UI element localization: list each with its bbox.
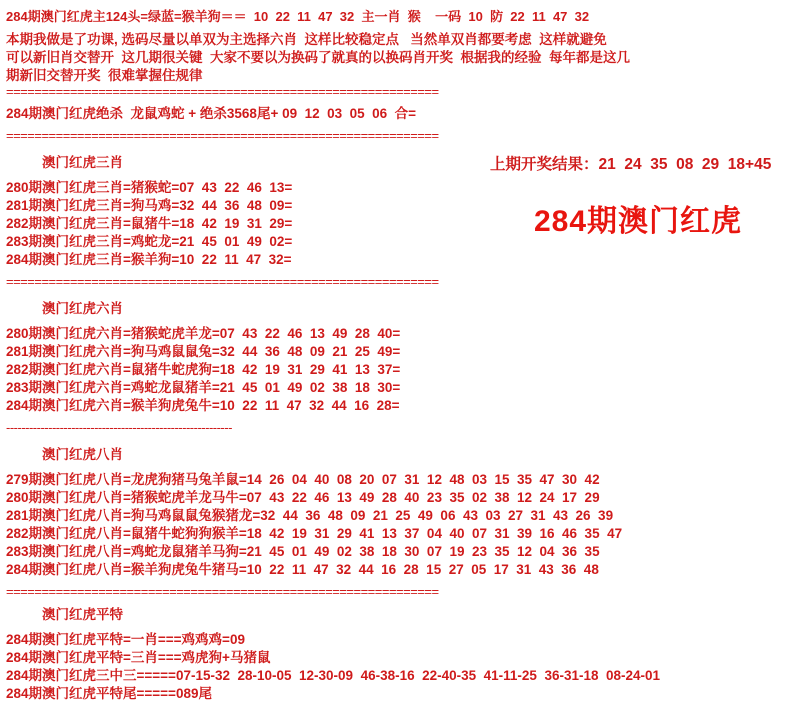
section-8xiao [6,445,806,465]
last-draw-result [478,152,798,174]
spacer [6,435,806,445]
list-item: 281期澳门红虎六肖=狗马鸡鼠鼠兔=32 44 36 48 09 21 25 49= [6,344,401,359]
last-draw-numbers: 21 24 35 08 29 18+45 [598,156,772,173]
issue-big-title: 284期澳门红虎 [533,205,743,238]
section-6xiao [6,299,806,319]
list-item: 284期澳门红虎平特=三肖===鸡虎狗+马猪鼠 [6,650,271,665]
intro-line-1: 本期我做是了功课, 选码尽量以单双为主选择六肖 这样比较稳定点 当然单双肖都要考虑 这样就避免 [6,32,607,47]
separator-after-kill: ============================================================= [6,129,439,143]
intro-line-2: 可以新旧肖交替开 这几期很关键 大家不要以为换码了就真的以换码肖开奖 根据我的经验 每年都是这几 [6,50,631,65]
list-item: 279期澳门红虎八肖=龙虎狗猪马兔羊鼠=14 26 04 40 08 20 07 31 12 48 03 15 35 47 30 42 [6,472,600,487]
list-item: 283期澳门红虎六肖=鸡蛇龙鼠猪羊=21 45 01 49 02 38 18 30= [6,380,401,395]
separator-section-3: ============================================================= [6,585,439,599]
list-item: 282期澳门红虎三肖=鼠猪牛=18 42 19 31 29= [6,216,293,231]
spacer [6,289,806,299]
list-item: 284期澳门红虎三肖=猴羊狗=10 22 11 47 32= [6,252,292,267]
header-area [0,0,812,85]
separator-top: ============================================================= [6,85,439,99]
list-item: 284期澳门红虎平特=一肖===鸡鸡鸡=09 [6,632,245,647]
section-title: 澳门红虎八肖 [42,447,123,462]
list-item: 282期澳门红虎八肖=鼠猪牛蛇狗狗猴羊=18 42 19 31 29 41 13 37 04 40 07 31 39 16 46 35 47 [6,526,623,541]
list-item: 280期澳门红虎六肖=猪猴蛇虎羊龙=07 43 22 46 13 49 28 40= [6,326,401,341]
list-item: 281期澳门红虎三肖=狗马鸡=32 44 36 48 09= [6,198,293,213]
separator-section-2: ----------------------------------------------------------- [6,421,232,435]
list-item: 283期澳门红虎三肖=鸡蛇龙=21 45 01 49 02= [6,234,293,249]
list-item: 281期澳门红虎八肖=狗马鸡鼠鼠兔猴猪龙=32 44 36 48 09 21 25 49 06 43 03 27 31 43 26 39 [6,508,614,523]
list-item: 283期澳门红虎八肖=鸡蛇龙鼠猪羊马狗=21 45 01 49 02 38 18 30 07 19 23 35 12 04 36 35 [6,544,600,559]
kill-line: 284期澳门红虎绝杀 龙鼠鸡蛇 + 绝杀3568尾+ 09 12 03 05 06 合= [6,106,417,121]
separator-section-1: ============================================================= [6,275,439,289]
list-item: 284期澳门红虎八肖=猴羊狗虎兔牛猪马=10 22 11 47 32 44 16 28 15 27 05 17 31 43 36 48 [6,562,599,577]
list-item: 282期澳门红虎六肖=鼠猪牛蛇虎狗=18 42 19 31 29 41 13 37= [6,362,401,377]
section-pingte [6,605,806,625]
right-highlight-panel [478,152,798,240]
list-item: 280期澳门红虎八肖=猪猴蛇虎羊龙马牛=07 43 22 46 13 49 28 40 23 35 02 38 12 24 17 29 [6,490,600,505]
section-title: 澳门红虎三肖 [42,155,123,170]
header-title: 284期澳门红虎主124头=绿蓝=猴羊狗＝＝ 10 22 11 47 32 主一肖 猴 一码 10 防 22 11 47 32 [6,9,590,24]
list-item: 280期澳门红虎三肖=猪猴蛇=07 43 22 46 13= [6,180,293,195]
list-item: 284期澳门红虎平特尾=====089尾 [6,686,212,701]
list-item: 284期澳门红虎三中三=====07-15-32 28-10-05 12-30-09 46-38-16 22-40-35 41-11-25 36-31-18 08-24-01 [6,668,661,683]
list-item: 284期澳门红虎六肖=猴羊狗虎兔牛=10 22 11 47 32 44 16 28= [6,398,400,413]
last-draw-label: 上期开奖结果： [490,156,599,173]
section-title: 澳门红虎六肖 [42,301,123,316]
section-title: 澳门红虎平特 [42,607,123,622]
intro-line-3: 期新旧交替开奖 很难掌握住规律 [6,68,203,83]
